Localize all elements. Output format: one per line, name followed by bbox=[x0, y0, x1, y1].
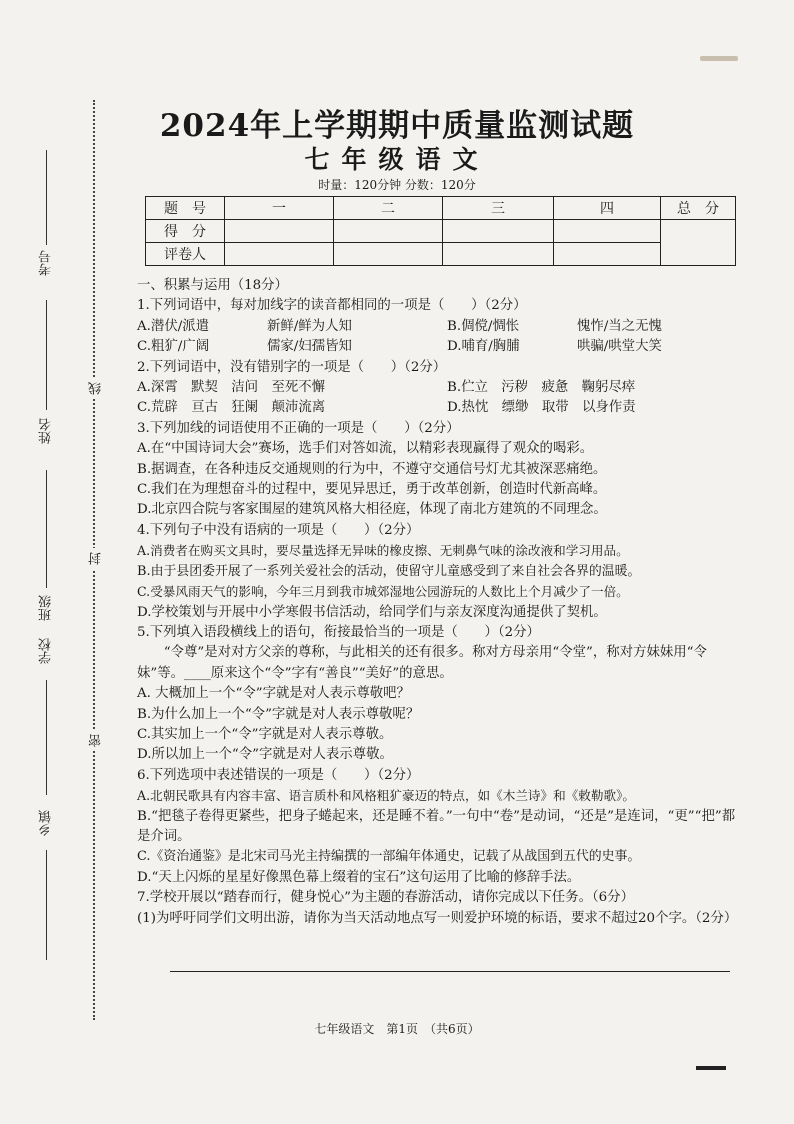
grader-cell[interactable] bbox=[554, 243, 661, 266]
score-table-row bbox=[146, 220, 736, 243]
score-header-cell: 二 bbox=[334, 197, 443, 220]
q1-option-a2: 新鲜/鲜为人知 bbox=[267, 318, 352, 334]
q4-option-b: B.由于县团委开展了一系列关爱社会的活动，使留守儿童感受到了来自社会各界的温暖。 bbox=[137, 563, 641, 579]
corner-mark bbox=[696, 1066, 726, 1070]
class-label: 班级 bbox=[39, 595, 54, 621]
page-footer: 七年级语文 第1页 （共6页） bbox=[314, 1022, 480, 1036]
q5-option-c: C.其实加上一个“令”字就是对人表示尊敬。 bbox=[137, 726, 393, 742]
answer-line[interactable] bbox=[170, 971, 730, 972]
q1-option-c: C.粗犷/广阔 bbox=[137, 339, 210, 355]
score-header-cell: 总 分 bbox=[661, 197, 736, 220]
score-row-label: 评卷人 bbox=[146, 243, 225, 266]
score-header-cell: 四 bbox=[554, 197, 661, 220]
q4-option-d: D.学校策划与开展中小学寒假书信活动，给同学们与亲友深度沟通提供了契机。 bbox=[137, 604, 607, 620]
seal-mark-mi: 密 bbox=[87, 730, 106, 751]
question-5: 5.下列填入语段横线上的语句，衔接最恰当的一项是（ ）（2分） bbox=[137, 624, 540, 640]
q3-option-d: D.北京四合院与客家围屋的建筑风格大相径庭，体现了南北方建筑的不同理念。 bbox=[137, 502, 607, 518]
score-table-row bbox=[146, 243, 736, 266]
town-blank[interactable] bbox=[46, 850, 47, 960]
q5-passage: “令尊”是对对方父亲的尊称，与此相关的还有很多。称对方母亲用“令堂”，称对方妹妹用“令妹”等。____原来这个“令”字有“善良”“美好”的意思。 bbox=[137, 645, 707, 681]
question-6: 6.下列选项中表述错误的一项是（ ）（2分） bbox=[137, 767, 420, 783]
q5-option-d: D.所以加上一个“令”字就是对人表示尊敬。 bbox=[137, 747, 393, 763]
name-blank[interactable] bbox=[46, 300, 47, 410]
q2-option-b: B.伫立 污秽 疲惫 鞠躬尽瘁 bbox=[447, 380, 636, 396]
exam-subtitle: 七年级语文 bbox=[304, 145, 490, 174]
class-blank[interactable] bbox=[46, 470, 47, 588]
exam-meta: 时量：120分钟 分数：120分 bbox=[318, 178, 476, 192]
question-2: 2.下列词语中，没有错别字的一项是（ ）（2分） bbox=[137, 359, 447, 375]
q3-option-a: A.在“中国诗词大会”赛场，选手们对答如流，以精彩表现赢得了观众的喝彩。 bbox=[137, 441, 594, 457]
exam-no-label: 考号 bbox=[39, 250, 54, 276]
name-label: 姓名 bbox=[39, 418, 54, 444]
question-7-1: (1)为呼吁同学们文明出游，请你为当天活动地点写一则爱护环境的标语，要求不超过20个字。（2分） bbox=[137, 910, 738, 926]
school-label: 学校 bbox=[39, 638, 54, 664]
q1-option-d: D.哺育/胸脯 bbox=[447, 339, 520, 355]
seal-mark-xian: 线 bbox=[87, 378, 106, 399]
score-table bbox=[145, 196, 736, 266]
exam-title: 2024年上学期期中质量监测试题 bbox=[159, 108, 635, 144]
question-4: 4.下列句子中没有语病的一项是（ ）（2分） bbox=[137, 522, 420, 538]
school-blank[interactable] bbox=[46, 680, 47, 795]
total-score-cell[interactable] bbox=[661, 220, 736, 266]
paper-mark bbox=[700, 56, 738, 61]
q6-option-a: A.北朝民歌具有内容丰富、语言质朴和风格粗犷豪迈的特点，如《木兰诗》和《敕勒歌》。 bbox=[137, 788, 635, 804]
score-header-cell: 题 号 bbox=[146, 197, 225, 220]
score-cell[interactable] bbox=[554, 220, 661, 243]
score-header-cell: 一 bbox=[225, 197, 334, 220]
grader-cell[interactable] bbox=[334, 243, 443, 266]
q1-options-row1 bbox=[137, 317, 737, 337]
q2-option-c: C.荒辟 亘古 狂阑 颠沛流离 bbox=[137, 400, 326, 416]
grader-cell[interactable] bbox=[443, 243, 554, 266]
q6-option-c: C.《资治通鉴》是北宋司马光主持编撰的一部编年体通史，记载了从战国到五代的史事。 bbox=[137, 849, 641, 865]
q1-option-c2: 儒家/妇孺皆知 bbox=[267, 339, 352, 355]
q4-option-a: A.消费者在购买文具时，要尽量选择无异味的橡皮擦、无刺鼻气味的涂改液和学习用品。 bbox=[137, 543, 629, 559]
seal-mark-feng: 封 bbox=[87, 548, 106, 569]
q5-option-b: B.为什么加上一个“令”字就是对人表示尊敬呢？ bbox=[137, 706, 420, 722]
q6-option-d: D.“天上闪烁的星星好像黑色幕上缀着的宝石”这句运用了比喻的修辞手法。 bbox=[137, 869, 581, 885]
q3-option-b: B.据调查，在各种违反交通规则的行为中，不遵守交通信号灯尤其被深恶痛绝。 bbox=[137, 461, 607, 477]
q1-option-b: B.倜傥/惆怅 bbox=[447, 318, 520, 334]
score-cell[interactable] bbox=[443, 220, 554, 243]
q2-option-a: A.深霄 默契 洁问 至死不懈 bbox=[137, 380, 326, 396]
question-1: 1.下列词语中，每对加线字的读音都相同的一项是（ ）（2分） bbox=[137, 298, 527, 314]
question-3: 3.下列加线的词语使用不正确的一项是（ ）（2分） bbox=[137, 420, 460, 436]
score-header-cell: 三 bbox=[443, 197, 554, 220]
q1-option-b2: 愧怍/当之无愧 bbox=[577, 318, 662, 334]
exam-content bbox=[137, 276, 737, 929]
q1-option-d2: 哄骗/哄堂大笑 bbox=[577, 339, 662, 355]
q6-option-b: B.“把毯子卷得更紧些，把身子蜷起来，还是睡不着。”一句中“卷”是动词，“还是”是连词，“更”“把”都是介词。 bbox=[137, 808, 736, 844]
q3-option-c: C.我们在为理想奋斗的过程中，要见异思迁，勇于改革创新，创造时代新高峰。 bbox=[137, 482, 607, 498]
q2-options-row2 bbox=[137, 398, 737, 418]
grader-cell[interactable] bbox=[225, 243, 334, 266]
q2-option-d: D.热忱 缥缈 取带 以身作责 bbox=[447, 400, 636, 416]
q2-options-row1 bbox=[137, 378, 737, 398]
q1-option-a: A.潜伏/派遣 bbox=[137, 318, 210, 334]
score-cell[interactable] bbox=[225, 220, 334, 243]
q4-option-c: C.受暴风雨天气的影响，今年三月到我市城郊湿地公园游玩的人数比上个月减少了一倍。 bbox=[137, 584, 629, 600]
score-cell[interactable] bbox=[334, 220, 443, 243]
town-label: 乡镇 bbox=[39, 810, 54, 836]
question-7: 7.学校开展以“踏春而行，健身悦心”为主题的春游活动，请你完成以下任务。（6分） bbox=[137, 890, 634, 906]
section-heading: 一、积累与运用（18分） bbox=[137, 278, 288, 293]
score-row-label: 得 分 bbox=[146, 220, 225, 243]
score-table-header-row bbox=[146, 197, 736, 220]
q5-option-a: A. 大概加上一个“令”字就是对人表示尊敬吧？ bbox=[137, 686, 410, 702]
q1-options-row2 bbox=[137, 337, 737, 357]
